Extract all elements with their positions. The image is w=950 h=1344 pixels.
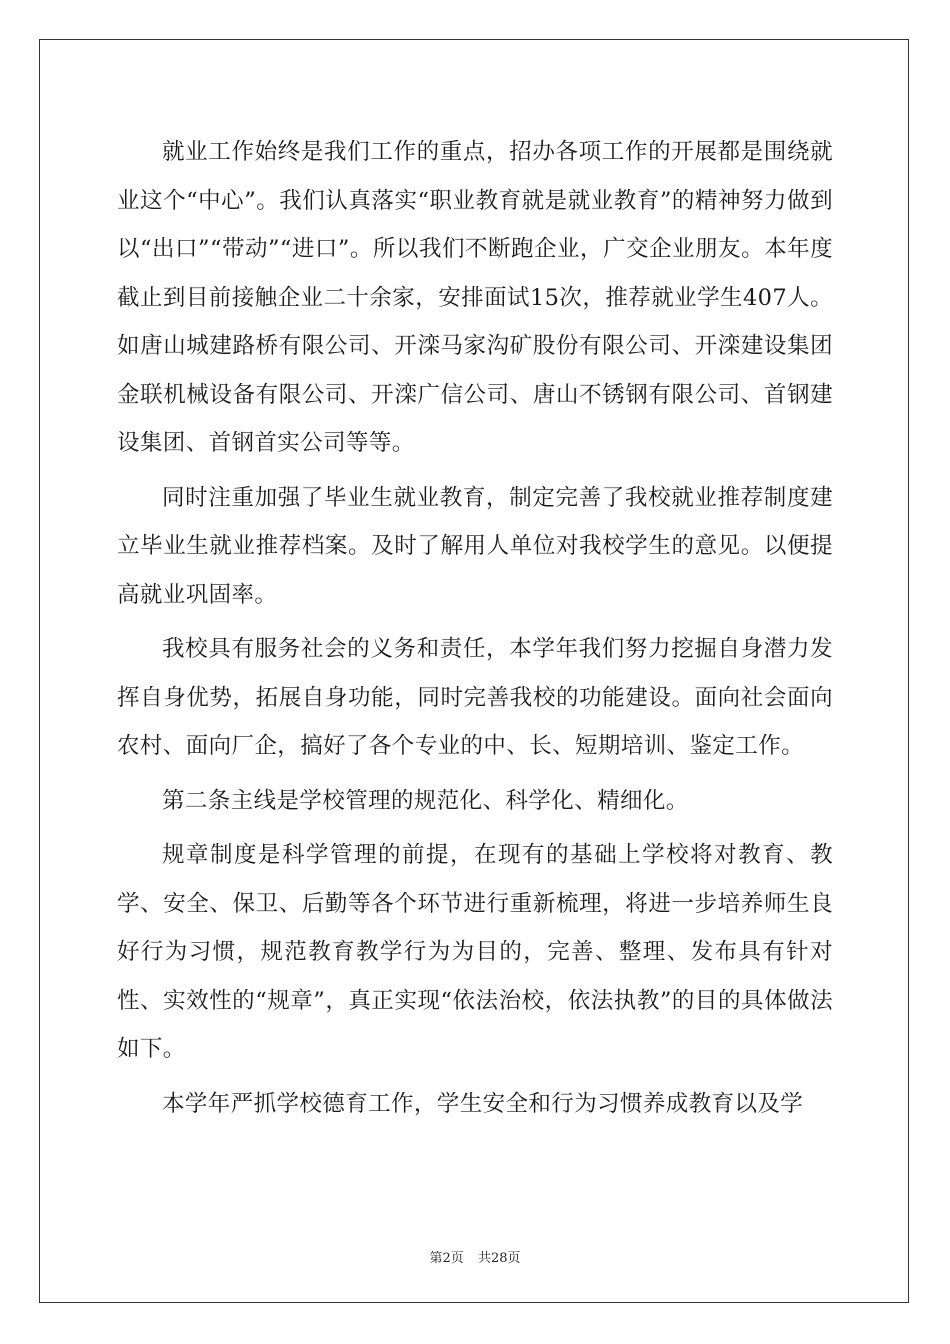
page-footer (0, 1247, 950, 1266)
paragraph-rules-regulations: 规章制度是科学管理的前提，在现有的基础上学校将对教育、教学、安全、保卫、后勤等各个环节进行重新梳理，将进一步培养师生良好行为习惯，规范教育教学行为为目的，完善、整理、发布具有针对性、实效性的“规章”，真正实现“依法治校，依法执教”的目的具体做法如下。 (117, 842, 833, 1062)
page-number-current: 第2页 (429, 1251, 464, 1266)
page-number-total: 共28页 (477, 1251, 521, 1266)
paragraph-moral-education: 本学年严抓学校德育工作，学生安全和行为习惯养成教育以及学 (162, 1090, 804, 1117)
paragraph-graduate-education: 同时注重加强了毕业生就业教育，制定完善了我校就业推荐制度建立毕业生就业推荐档案。及时了解用人单位对我校学生的意见。以便提高就业巩固率。 (117, 484, 833, 608)
paragraph-social-service: 我校具有服务社会的义务和责任，本学年我们努力挖掘自身潜力发挥自身优势，拓展自身功能，同时完善我校的功能建设。面向社会面向农村、面向厂企，搞好了各个专业的中、长、短期培训、鉴定工作。 (117, 636, 833, 759)
paragraph-employment-work: 就业工作始终是我们工作的重点，招办各项工作的开展都是围绕就业这个“中心”。我们认真落实“职业教育就是就业教育”的精神努力做到以“出口”“带动”“进口”。所以我们不断跑企业，广交企业朋友。本年度截止到目前接触企业二十余家，安排面试15次，推荐就业学生407人。如唐山城建路桥有限公司、开滦马家沟矿股份有限公司、开滦建设集团金联机械设备有限公司、开滦广信公司、唐山不锈钢有限公司、首钢建设集团、首钢首实公司等等。 (117, 139, 833, 456)
document-body (117, 128, 833, 1134)
paragraph-second-mainline: 第二条主线是学校管理的规范化、科学化、精细化。 (162, 787, 689, 814)
